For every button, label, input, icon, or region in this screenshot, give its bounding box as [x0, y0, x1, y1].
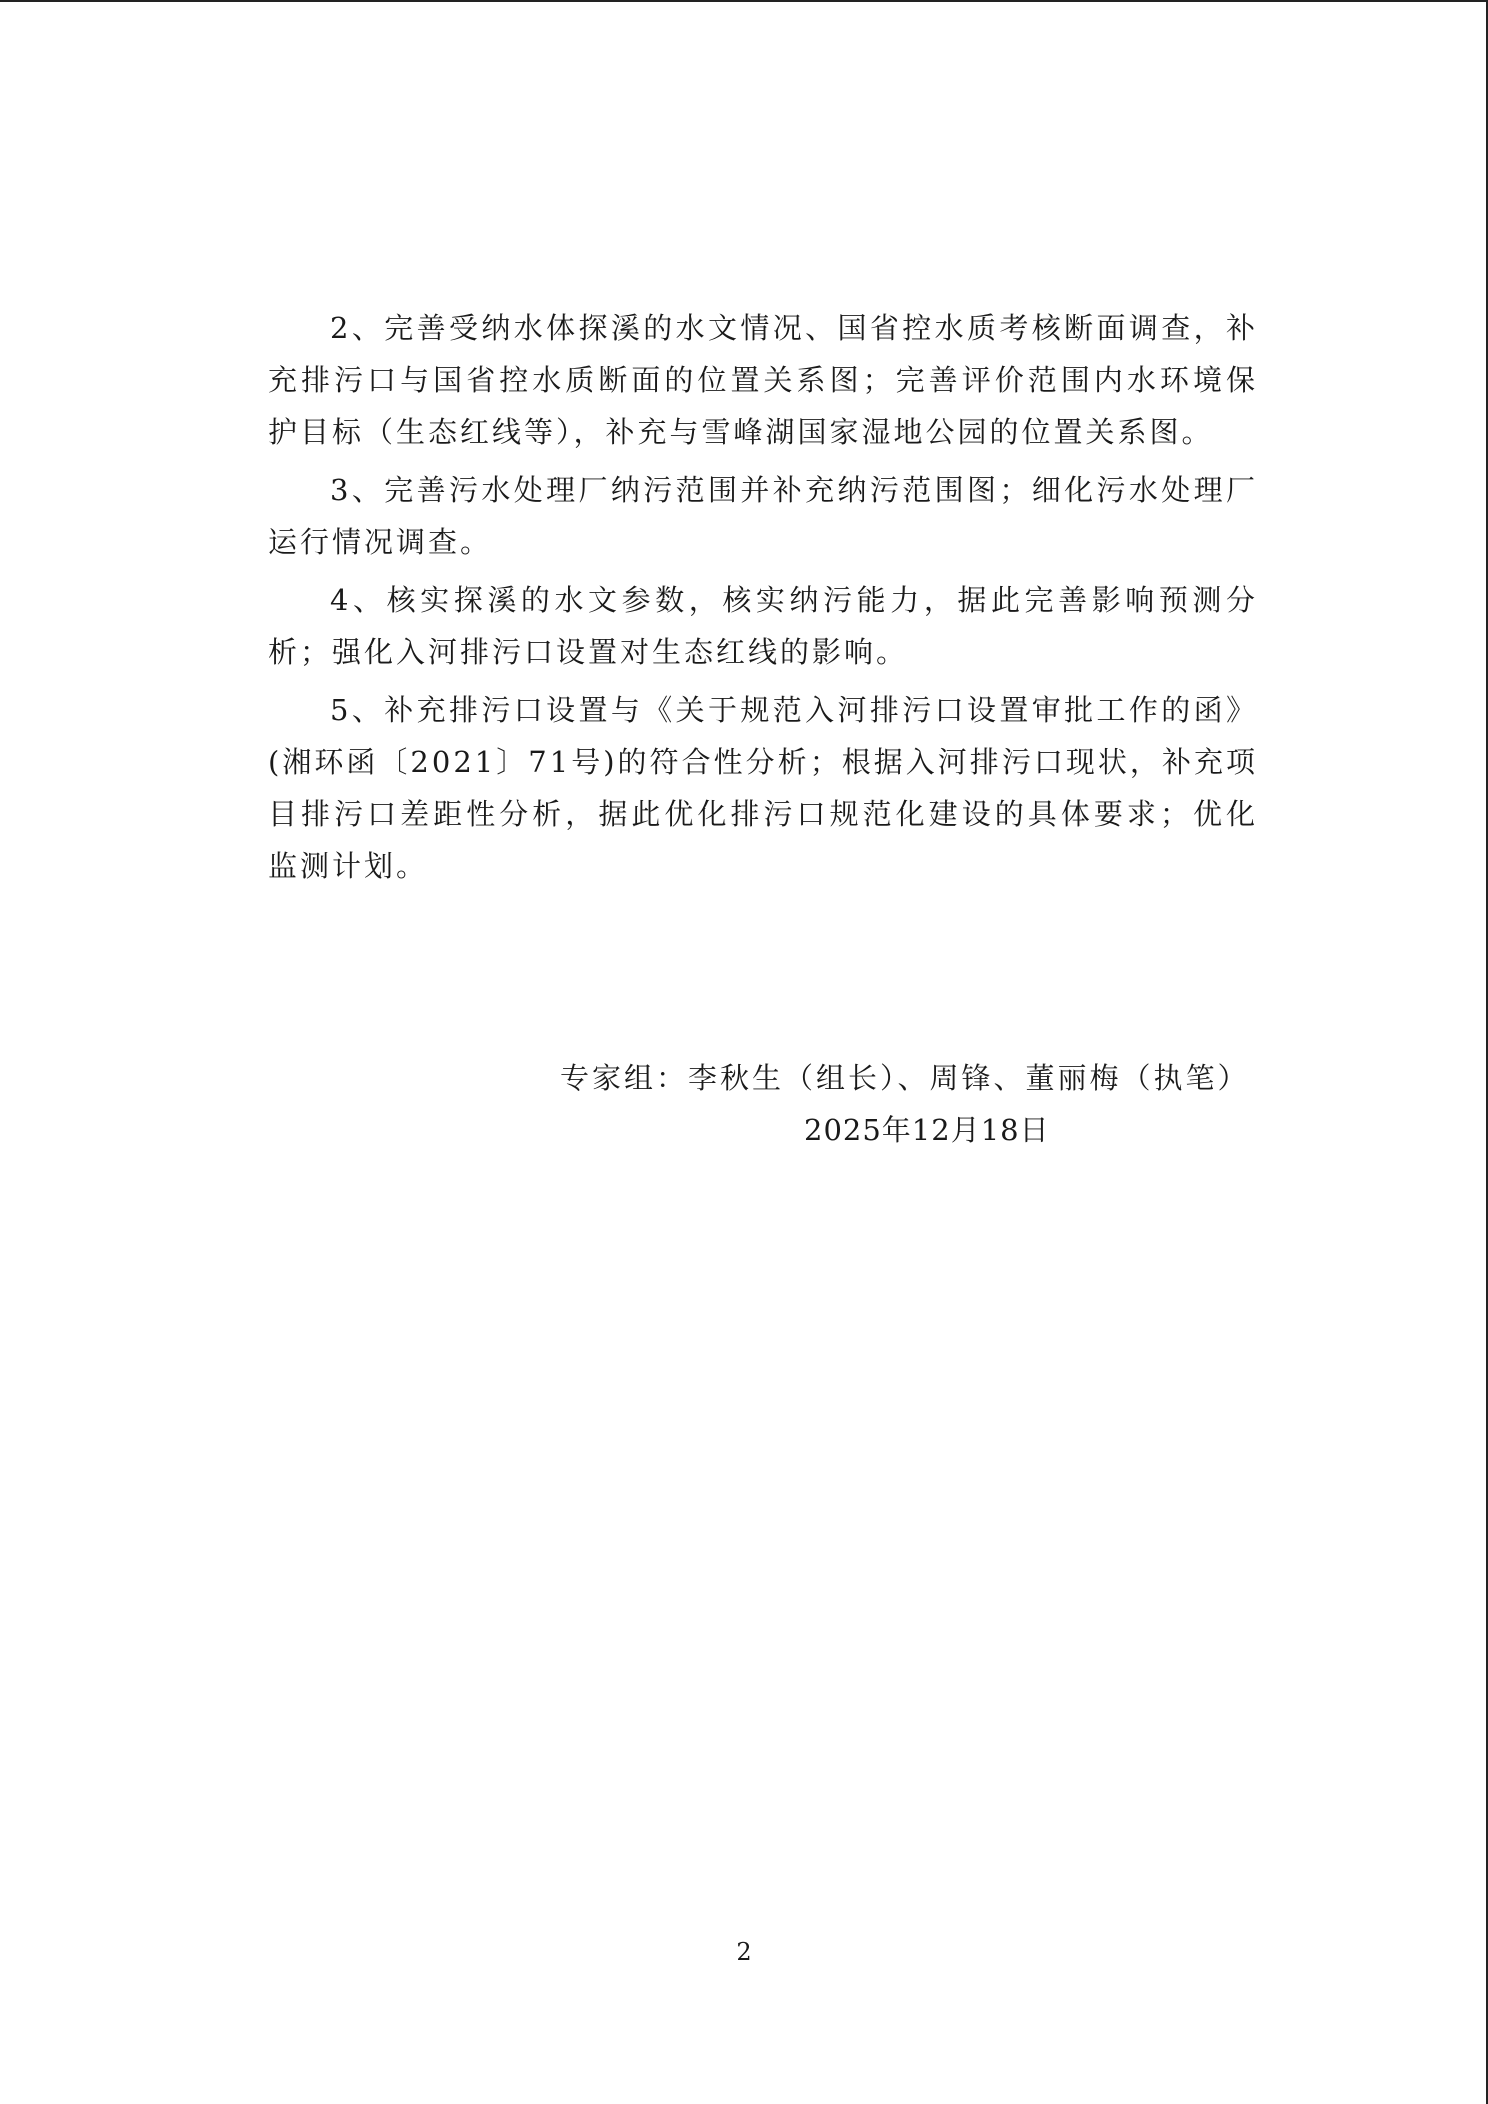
document-body [268, 302, 1258, 898]
paragraph-item-2: 2、完善受纳水体探溪的水文情况、国省控水质考核断面调查，补充排污口与国省控水质断面的位置关系图；完善评价范围内水环境保护目标（生态红线等），补充与雪峰湖国家湿地公园的位置关系图。 [268, 311, 1258, 449]
expert-group-signature: 专家组：李秋生（组长）、周锋、董丽梅（执笔） [560, 1061, 1250, 1095]
signature-block [560, 1052, 1260, 1156]
signature-date: 2025年12月18日 [804, 1113, 1050, 1147]
paragraph-item-3: 3、完善污水处理厂纳污范围并补充纳污范围图；细化污水处理厂运行情况调查。 [268, 473, 1258, 559]
paragraph-item-5: 5、补充排污口设置与《关于规范入河排污口设置审批工作的函》(湘环函〔2021〕71号)的符合性分析；根据入河排污口现状，补充项目排污口差距性分析，据此优化排污口规范化建设的具体要求；优化监测计划。 [268, 693, 1258, 883]
paragraph-item-4: 4、核实探溪的水文参数，核实纳污能力，据此完善影响预测分析；强化入河排污口设置对生态红线的影响。 [268, 583, 1258, 669]
page-number: 2 [736, 1938, 752, 1966]
